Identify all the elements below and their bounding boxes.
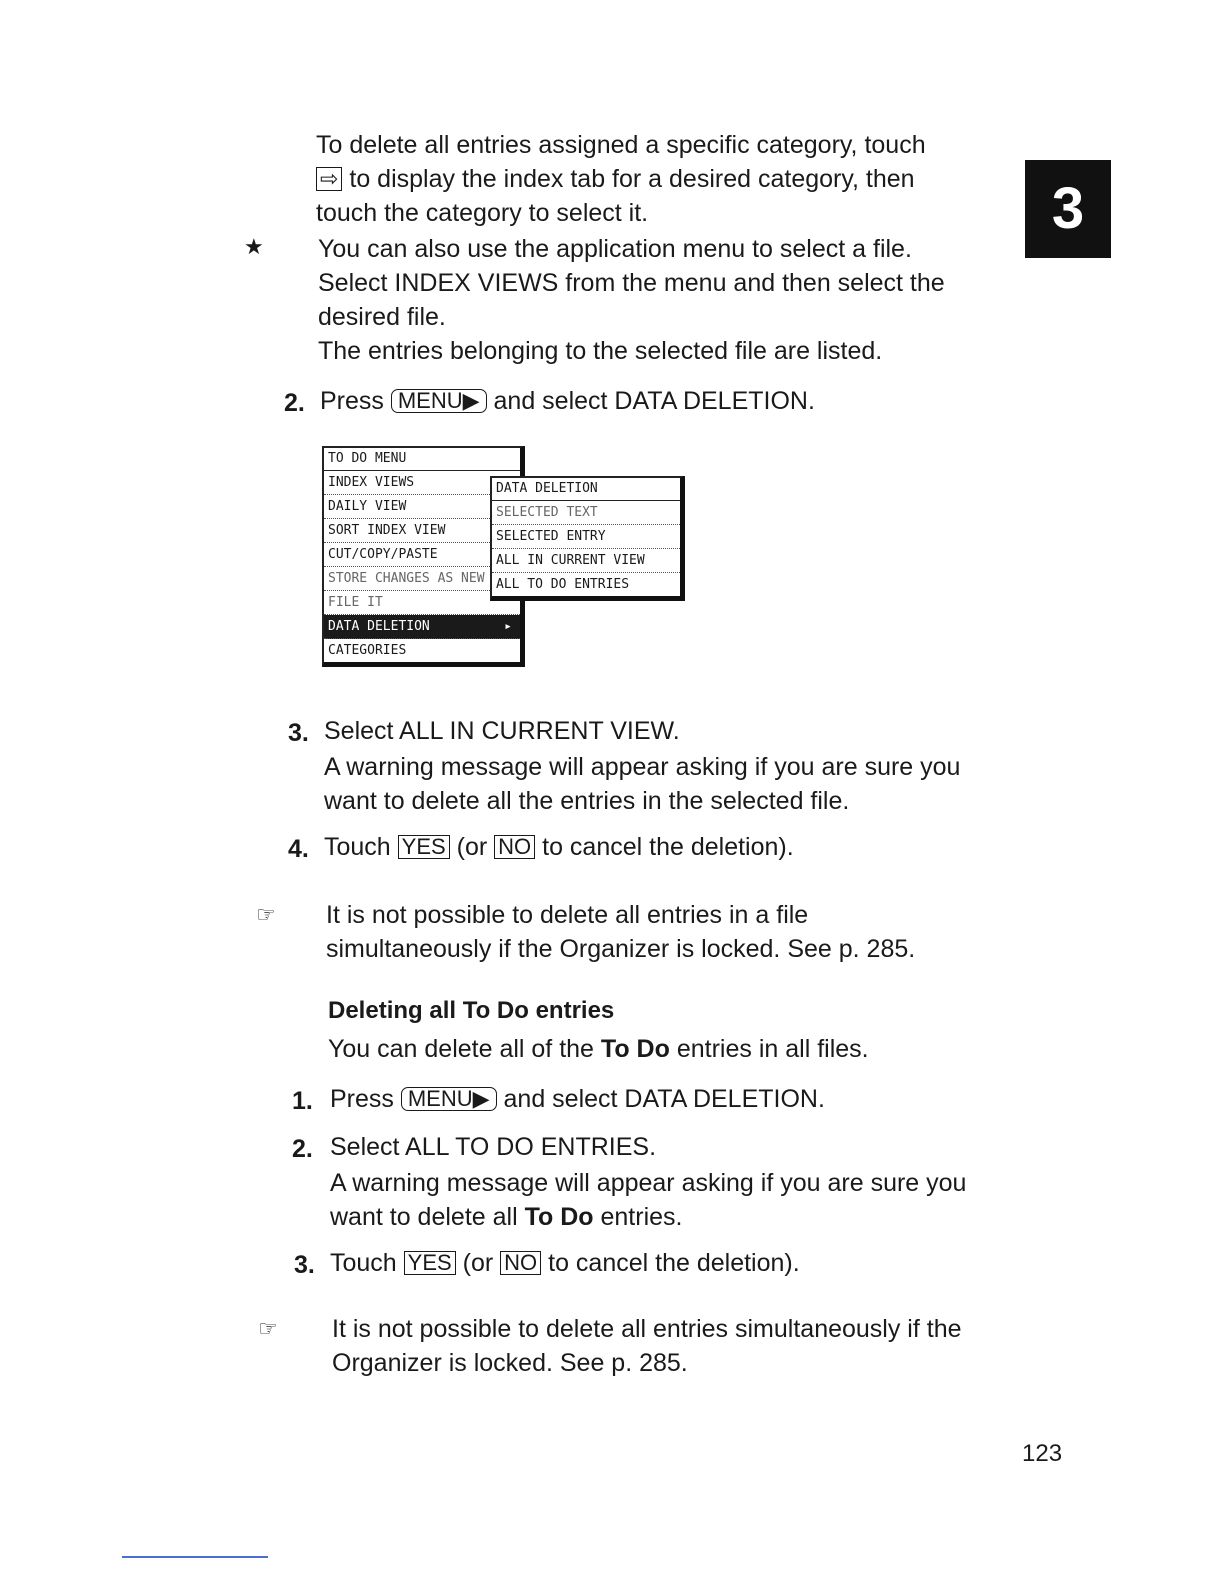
data-deletion-submenu	[490, 476, 685, 601]
step-3-text: Select ALL IN CURRENT VIEW.	[324, 717, 680, 745]
no-key: NO	[500, 1251, 541, 1275]
yes-key: YES	[398, 835, 450, 859]
note-2-line-2: Organizer is locked. See p. 285.	[332, 1349, 688, 1377]
tip-line-2: Select INDEX VIEWS from the menu and then select the	[318, 269, 945, 297]
todo-menu-title: TO DO MENU	[324, 448, 520, 471]
submenu-item-selected-entry[interactable]: SELECTED ENTRY	[492, 525, 680, 549]
submenu-item-all-to-do-entries[interactable]: ALL TO DO ENTRIES	[496, 577, 630, 592]
menu-item-store-changes[interactable]: STORE CHANGES AS NEW	[324, 567, 520, 591]
note-2-line-1: It is not possible to delete all entries simultaneously if the	[332, 1315, 962, 1343]
menu-item-index-views[interactable]: INDEX VIEWS	[324, 471, 520, 495]
step-number: 3.	[294, 1251, 315, 1279]
intro-line-3: touch the category to select it.	[316, 199, 649, 227]
menu-key: MENU▶	[401, 1087, 497, 1111]
step-2-text: Press MENU▶ and select DATA DELETION.	[320, 387, 815, 415]
section-step-2-desc-2: want to delete all To Do entries.	[330, 1203, 683, 1231]
tip-line-4: The entries belonging to the selected file are listed.	[318, 337, 883, 365]
chapter-tab: 3	[1025, 160, 1111, 258]
submenu-item-all-in-current-view[interactable]: ALL IN CURRENT VIEW	[492, 549, 680, 573]
section-step-2-desc-1: A warning message will appear asking if you are sure you	[330, 1169, 967, 1197]
tip-line-1: You can also use the application menu to select a file.	[318, 235, 912, 263]
submenu-item-selected-text[interactable]: SELECTED TEXT	[492, 501, 680, 525]
step-number: 2.	[284, 389, 305, 417]
menu-item-data-deletion[interactable]: DATA DELETION ▸	[324, 615, 520, 639]
menu-item-daily-view[interactable]: DAILY VIEW	[324, 495, 520, 519]
step-number: 2.	[292, 1135, 313, 1163]
submenu-title: DATA DELETION	[492, 478, 680, 501]
submenu-arrow-icon: ▸	[504, 619, 512, 634]
note-1-line-2: simultaneously if the Organizer is locked. See p. 285.	[326, 935, 916, 963]
section-step-1-text: Press MENU▶ and select DATA DELETION.	[330, 1085, 825, 1113]
no-key: NO	[494, 835, 535, 859]
footer-rule	[122, 1556, 268, 1558]
step-3-desc-1: A warning message will appear asking if you are sure you	[324, 753, 961, 781]
menu-item-cut-copy-paste[interactable]: CUT/COPY/PASTE	[324, 543, 520, 567]
section-heading: Deleting all To Do entries	[328, 997, 615, 1024]
step-number: 4.	[288, 835, 309, 863]
yes-key: YES	[404, 1251, 456, 1275]
intro-line-2: ⇨ to display the index tab for a desired category, then	[316, 162, 915, 196]
arrow-key-icon: ⇨	[316, 167, 342, 191]
section-intro: You can delete all of the To Do entries in all files.	[328, 1035, 869, 1063]
menu-key: MENU▶	[391, 389, 487, 413]
step-number: 3.	[288, 719, 309, 747]
step-number: 1.	[292, 1087, 313, 1115]
tip-line-3: desired file.	[318, 303, 446, 331]
section-step-3-text: Touch YES (or NO to cancel the deletion).	[330, 1249, 800, 1277]
page-number: 123	[1022, 1440, 1063, 1467]
tip-star-icon: ★	[244, 234, 264, 259]
step-4-text: Touch YES (or NO to cancel the deletion).	[324, 833, 794, 861]
note-hand-icon: ☞	[256, 902, 276, 927]
step-3-desc-2: want to delete all the entries in the selected file.	[324, 787, 850, 815]
menu-item-sort-index-view[interactable]: SORT INDEX VIEW	[324, 519, 520, 543]
note-1-line-1: It is not possible to delete all entries in a file	[326, 901, 809, 929]
menu-item-categories[interactable]: CATEGORIES	[328, 643, 407, 658]
note-hand-icon: ☞	[258, 1316, 278, 1341]
menu-item-file-it[interactable]: FILE IT	[324, 591, 520, 615]
section-step-2-text: Select ALL TO DO ENTRIES.	[330, 1133, 657, 1161]
intro-line-1: To delete all entries assigned a specific category, touch	[316, 131, 926, 159]
